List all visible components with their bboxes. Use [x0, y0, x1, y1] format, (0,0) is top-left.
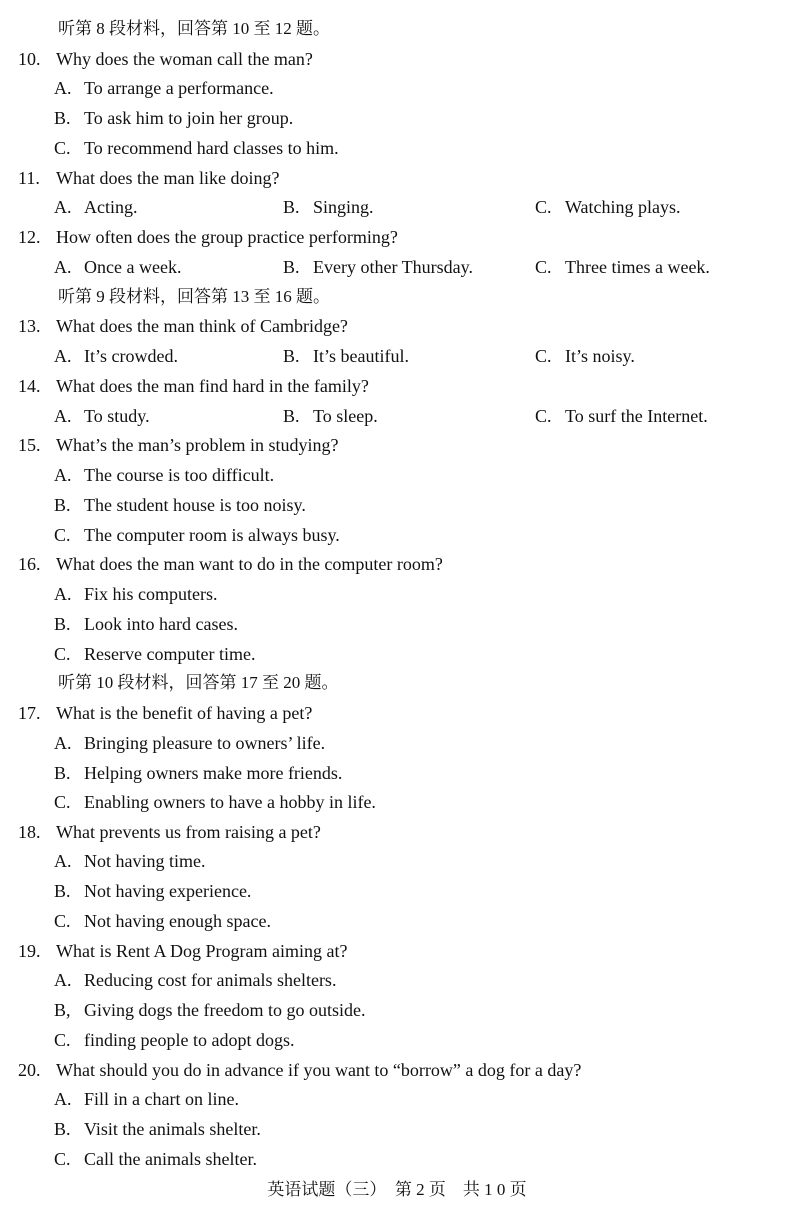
section-instruction-10: 听第 10 段材料，回答第 17 至 20 题。: [58, 673, 339, 692]
question-14: [0, 371, 794, 401]
option-letter: A.: [54, 257, 72, 277]
option-a: [54, 192, 138, 222]
option-a: [54, 728, 325, 758]
option-row: [0, 1144, 794, 1174]
option-a: [54, 846, 205, 876]
option-letter: B.: [54, 614, 71, 634]
option-row: [0, 341, 794, 371]
option-letter: A.: [54, 346, 72, 366]
option-letter: C.: [54, 911, 71, 931]
question-number: 18.: [18, 822, 41, 842]
option-row: [0, 787, 794, 817]
page-footer: 英语试题（三） 第 2 页 共 1 0 页: [267, 1180, 527, 1199]
option-row: [0, 758, 794, 788]
option-letter: C.: [535, 257, 552, 277]
option-row: [0, 846, 794, 876]
option-text: Not having experience.: [84, 881, 252, 901]
question-number: 14.: [18, 376, 41, 396]
option-letter: C.: [54, 1030, 71, 1050]
option-text: Reserve computer time.: [84, 644, 256, 664]
option-text: Call the animals shelter.: [84, 1149, 257, 1169]
option-b: [283, 252, 473, 282]
question-number: 17.: [18, 703, 41, 723]
question-number: 15.: [18, 435, 41, 455]
option-c: [535, 401, 708, 431]
option-row: [0, 639, 794, 669]
option-letter: C.: [54, 525, 71, 545]
option-text: Bringing pleasure to owners’ life.: [84, 733, 326, 753]
option-text: finding people to adopt dogs.: [84, 1030, 295, 1050]
option-row: [0, 728, 794, 758]
option-b: [54, 1114, 261, 1144]
option-letter: C.: [54, 644, 71, 664]
option-letter: B.: [54, 763, 71, 783]
option-c: [535, 252, 710, 282]
option-b: [54, 995, 365, 1025]
option-text: Acting.: [84, 197, 138, 217]
option-letter: A.: [54, 78, 72, 98]
option-row: [0, 1025, 794, 1055]
option-row: [0, 401, 794, 431]
question-number: 12.: [18, 227, 41, 247]
option-text: Visit the animals shelter.: [84, 1119, 261, 1139]
question-text: What is Rent A Dog Program aiming at?: [56, 941, 348, 961]
option-text: Look into hard cases.: [84, 614, 238, 634]
option-a: [54, 341, 178, 371]
option-text: To recommend hard classes to him.: [84, 138, 339, 158]
option-a: [54, 965, 336, 995]
option-a: [54, 460, 274, 490]
option-text: Three times a week.: [565, 257, 710, 277]
option-letter: B.: [54, 881, 71, 901]
option-row: [0, 192, 794, 222]
question-18: [0, 817, 794, 847]
option-row: [0, 103, 794, 133]
option-text: To sleep.: [313, 406, 378, 426]
option-row: [0, 965, 794, 995]
option-letter: C.: [54, 792, 71, 812]
option-letter: A.: [54, 465, 72, 485]
option-text: Reducing cost for animals shelters.: [84, 970, 337, 990]
question-12: [0, 222, 794, 252]
option-text: To study.: [84, 406, 150, 426]
option-b: [54, 490, 306, 520]
option-b: [54, 876, 251, 906]
option-text: To surf the Internet.: [565, 406, 708, 426]
option-text: Singing.: [313, 197, 374, 217]
option-text: Giving dogs the freedom to go outside.: [84, 1000, 366, 1020]
option-row: [0, 520, 794, 550]
option-row: [0, 460, 794, 490]
option-row: [0, 133, 794, 163]
question-15: [0, 430, 794, 460]
option-row: [0, 609, 794, 639]
option-a: [54, 252, 181, 282]
question-text: Why does the woman call the man?: [56, 49, 313, 69]
question-number: 11.: [18, 168, 40, 188]
option-text: The student house is too noisy.: [84, 495, 306, 515]
option-text: The computer room is always busy.: [84, 525, 340, 545]
option-row: [0, 252, 794, 282]
option-letter: A.: [54, 970, 72, 990]
option-text: Fill in a chart on line.: [84, 1089, 239, 1109]
question-text: What does the man think of Cambridge?: [56, 316, 348, 336]
option-letter: C.: [535, 197, 552, 217]
question-17: [0, 698, 794, 728]
question-number: 13.: [18, 316, 41, 336]
option-b: [283, 401, 378, 431]
option-letter: C.: [54, 138, 71, 158]
option-b: [283, 341, 409, 371]
question-13: [0, 311, 794, 341]
option-c: [54, 520, 340, 550]
option-a: [54, 401, 150, 431]
option-c: [54, 133, 339, 163]
question-text: How often does the group practice performing?: [56, 227, 398, 247]
option-row: [0, 579, 794, 609]
option-letter: B.: [283, 257, 300, 277]
option-text: To arrange a performance.: [84, 78, 274, 98]
option-text: To ask him to join her group.: [84, 108, 294, 128]
question-10: [0, 44, 794, 74]
option-c: [54, 787, 376, 817]
option-text: Enabling owners to have a hobby in life.: [84, 792, 376, 812]
option-letter: B.: [54, 108, 71, 128]
option-text: The course is too difficult.: [84, 465, 275, 485]
option-text: Not having enough space.: [84, 911, 271, 931]
option-letter: A.: [54, 1089, 72, 1109]
option-letter: A.: [54, 406, 72, 426]
option-row: [0, 490, 794, 520]
option-letter: B,: [54, 1000, 71, 1020]
question-text: What prevents us from raising a pet?: [56, 822, 321, 842]
option-c: [535, 192, 681, 222]
option-b: [283, 192, 374, 222]
option-letter: A.: [54, 584, 72, 604]
option-text: Helping owners make more friends.: [84, 763, 343, 783]
question-16: [0, 549, 794, 579]
option-letter: B.: [283, 346, 300, 366]
option-letter: C.: [54, 1149, 71, 1169]
option-text: Once a week.: [84, 257, 182, 277]
option-row: [0, 73, 794, 103]
option-letter: B.: [54, 1119, 71, 1139]
question-text: What does the man want to do in the computer room?: [56, 554, 443, 574]
section-instruction-8: 听第 8 段材料，回答第 10 至 12 题。: [58, 19, 330, 38]
option-c: [54, 639, 255, 669]
option-letter: C.: [535, 346, 552, 366]
question-text: What’s the man’s problem in studying?: [56, 435, 339, 455]
question-text: What should you do in advance if you want to “borrow” a dog for a day?: [56, 1060, 582, 1080]
option-c: [54, 906, 271, 936]
option-text: Fix his computers.: [84, 584, 218, 604]
section-instruction-9: 听第 9 段材料，回答第 13 至 16 题。: [58, 287, 330, 306]
option-row: [0, 995, 794, 1025]
question-number: 16.: [18, 554, 41, 574]
option-c: [54, 1025, 294, 1055]
question-text: What is the benefit of having a pet?: [56, 703, 313, 723]
option-a: [54, 579, 218, 609]
question-19: [0, 936, 794, 966]
option-text: Every other Thursday.: [313, 257, 473, 277]
option-letter: B.: [54, 495, 71, 515]
option-a: [54, 73, 274, 103]
option-text: Not having time.: [84, 851, 206, 871]
option-letter: B.: [283, 197, 300, 217]
question-11: [0, 163, 794, 193]
question-text: What does the man find hard in the family?: [56, 376, 369, 396]
question-number: 19.: [18, 941, 41, 961]
option-b: [54, 103, 293, 133]
option-text: It’s crowded.: [84, 346, 178, 366]
option-text: It’s beautiful.: [313, 346, 409, 366]
option-letter: A.: [54, 851, 72, 871]
question-number: 20.: [18, 1060, 41, 1080]
option-row: [0, 906, 794, 936]
option-text: Watching plays.: [565, 197, 681, 217]
option-b: [54, 609, 238, 639]
option-letter: B.: [283, 406, 300, 426]
option-c: [54, 1144, 257, 1174]
option-text: It’s noisy.: [565, 346, 635, 366]
question-20: [0, 1055, 794, 1085]
option-c: [535, 341, 635, 371]
question-number: 10.: [18, 49, 41, 69]
option-letter: A.: [54, 197, 72, 217]
question-text: What does the man like doing?: [56, 168, 280, 188]
option-a: [54, 1084, 239, 1114]
option-row: [0, 1084, 794, 1114]
option-letter: A.: [54, 733, 72, 753]
option-row: [0, 876, 794, 906]
option-letter: C.: [535, 406, 552, 426]
option-b: [54, 758, 342, 788]
option-row: [0, 1114, 794, 1144]
